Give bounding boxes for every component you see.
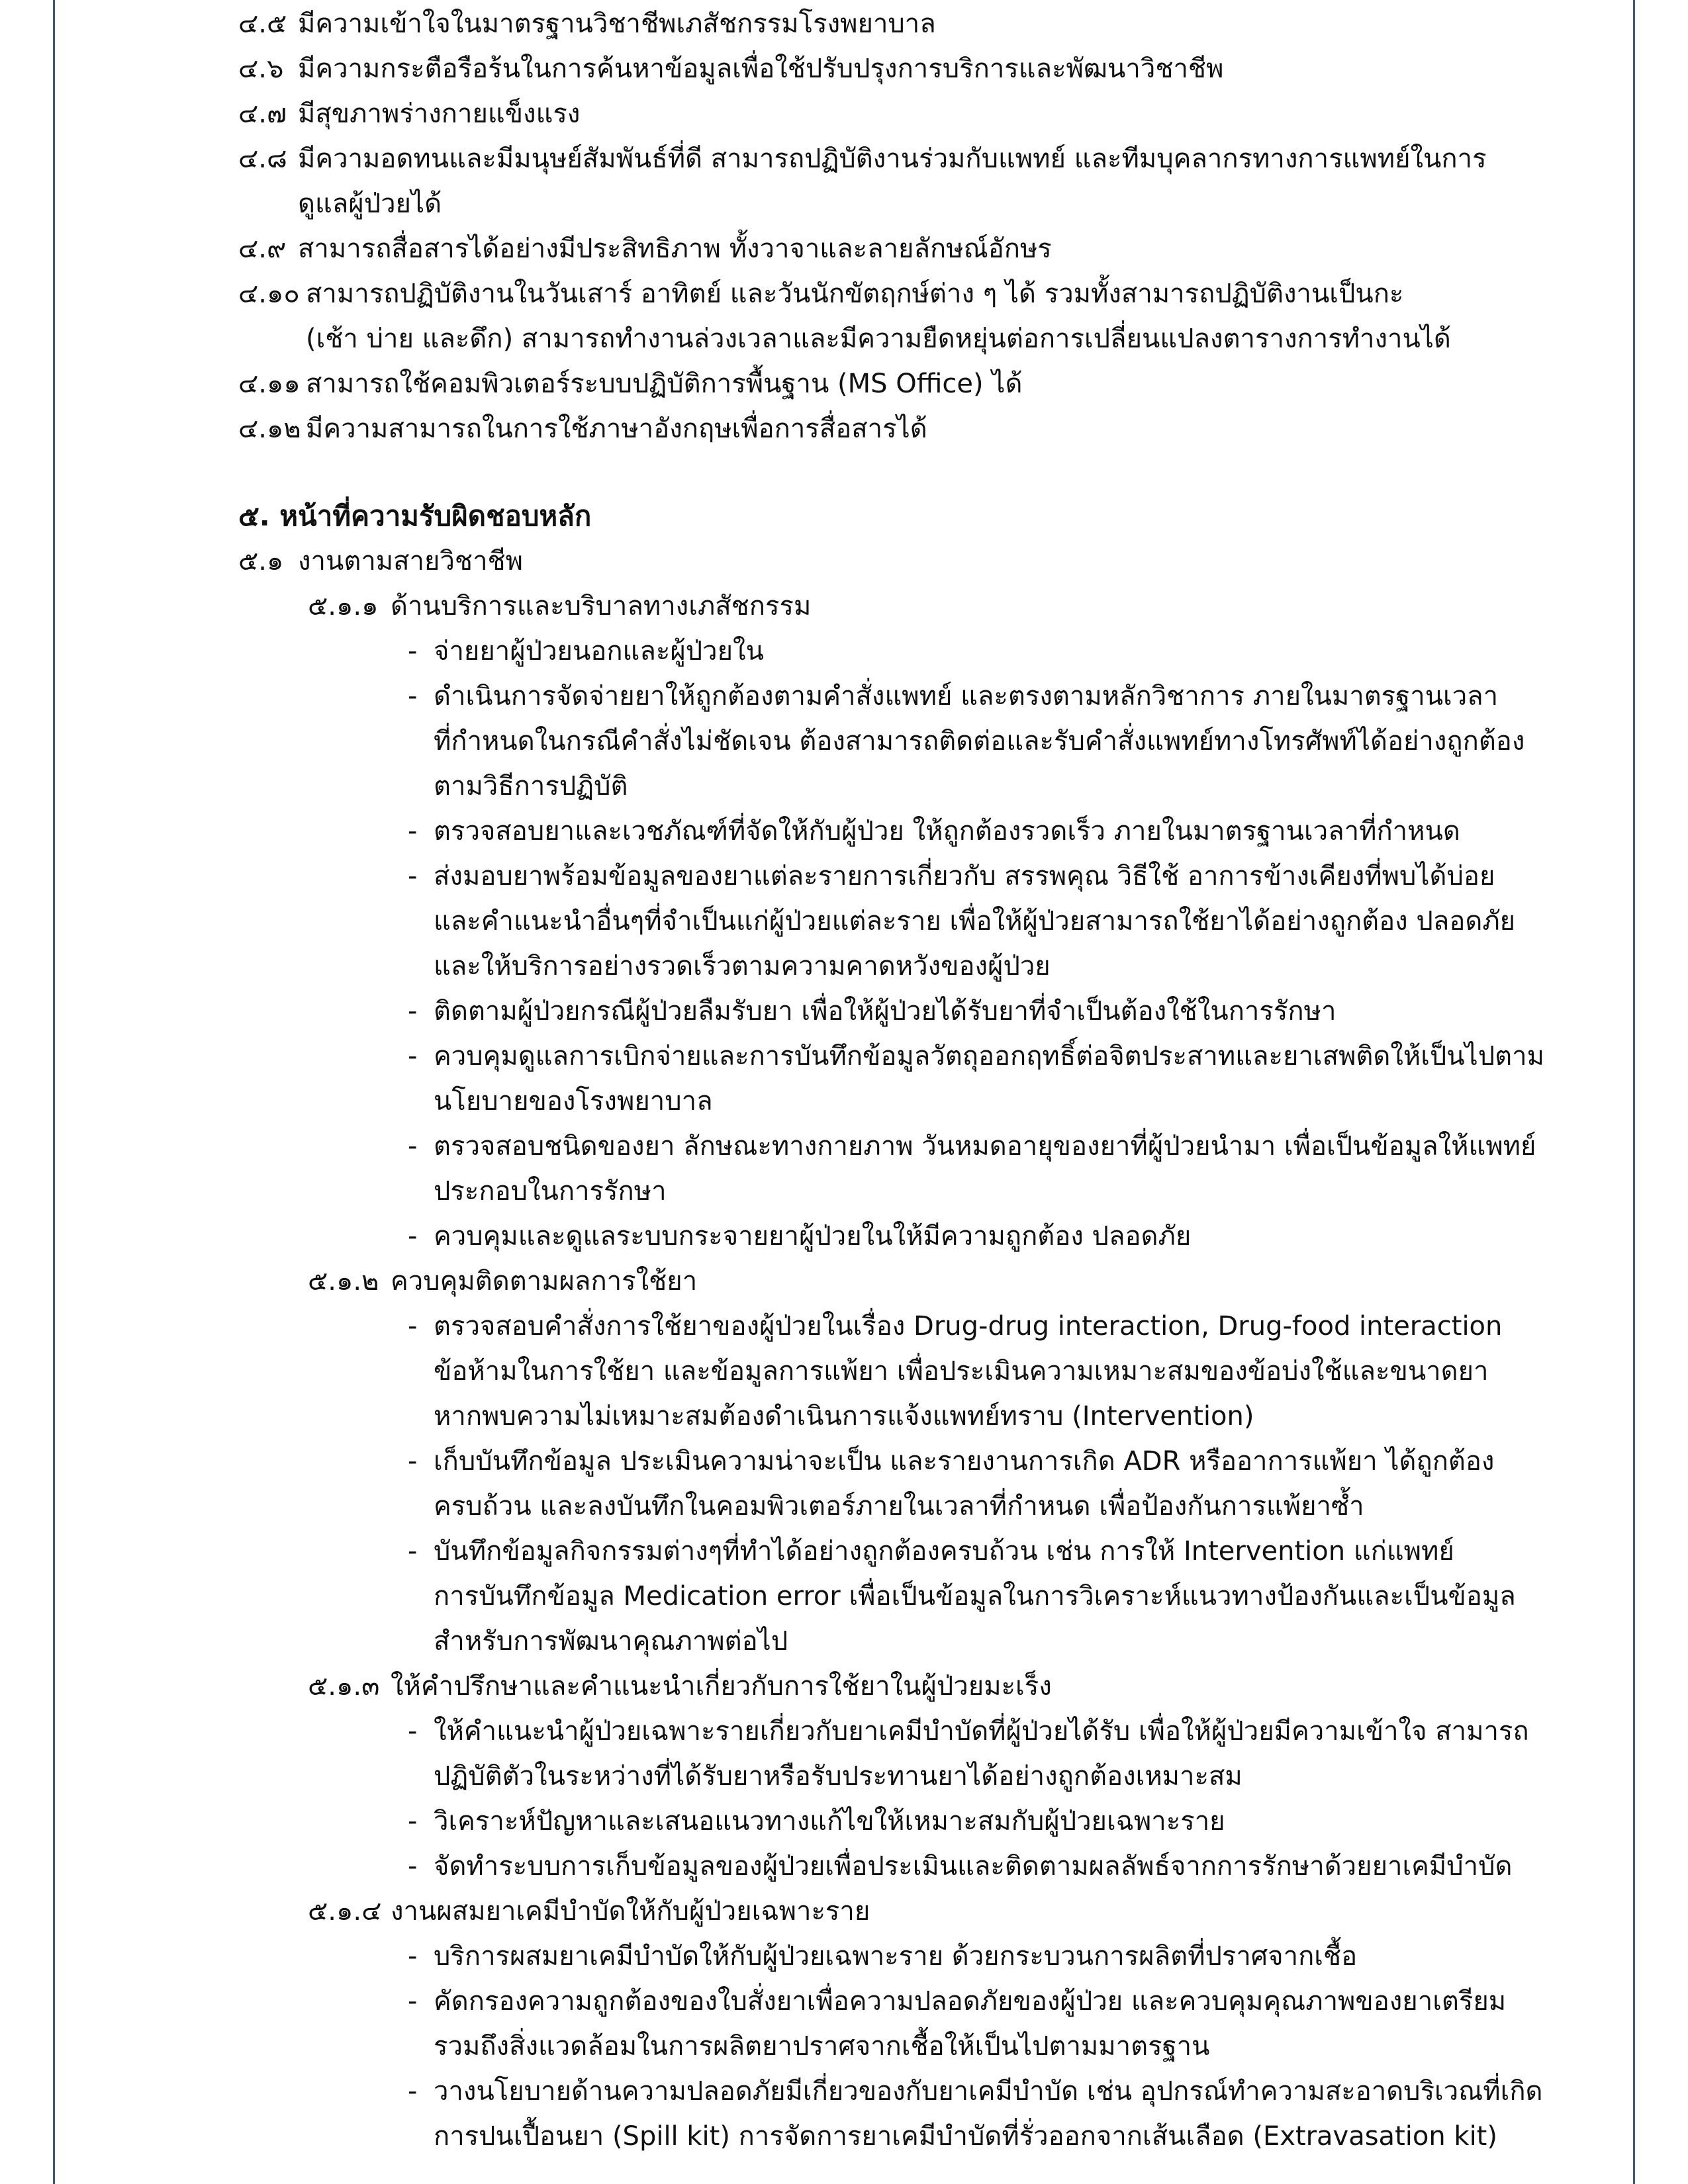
bullet-text: ให้คำแนะนำผู้ป่วยเฉพาะรายเกี่ยวกับยาเคมีบำบัดที่ผู้ป่วยได้รับ เพื่อให้ผู้ป่วยมีความเข้าใจ สามารถ [434, 1716, 1529, 1747]
subsection-heading [0, 1259, 1688, 1304]
item-text: มีสุขภาพร่างกายแข็งแรง [298, 99, 581, 129]
bullet-item [0, 1709, 1688, 1754]
bullet-text: บริการผสมยาเคมีบำบัดให้กับผู้ป่วยเฉพาะราย ด้วยกระบวนการผลิตที่ปราศจากเชื้อ [434, 1941, 1358, 1972]
list-item [0, 136, 1688, 181]
item-number: ๕.๑ [238, 546, 284, 576]
bullet-text: ข้อห้ามในการใช้ยา และข้อมูลการแพ้ยา เพื่อประเมินความเหมาะสมของข้อบ่งใช้และขนาดยา [434, 1356, 1489, 1387]
bullet-text: จ่ายยาผู้ป่วยนอกและผู้ป่วยใน [434, 636, 764, 666]
bullet-item [0, 1079, 1688, 1124]
list-item [0, 226, 1688, 271]
item-number: ๔.๑๑ [238, 369, 301, 399]
item-text: ควบคุมติดตามผลการใช้ยา [391, 1266, 698, 1297]
bullet-text: ตรวจสอบยาและเวชภัณฑ์ที่จัดให้กับผู้ป่วย ให้ถูกต้องรวดเร็ว ภายในมาตรฐานเวลาที่กำหนด [434, 816, 1460, 846]
list-item [0, 46, 1688, 91]
bullet-text: เก็บบันทึกข้อมูล ประเมินความน่าจะเป็น และรายงานการเกิด ADR หรืออาการแพ้ยา ได้ถูกต้อง [434, 1446, 1495, 1477]
bullet-mark: - [408, 1716, 418, 1747]
item-text: มีความอดทนและมีมนุษย์สัมพันธ์ที่ดี สามารถปฏิบัติงานร่วมกับแพทย์ และทีมบุคลากรทางการแพทย์ในการ [298, 144, 1487, 174]
list-item [0, 406, 1688, 451]
item-text: งานผสมยาเคมีบำบัดให้กับผู้ป่วยเฉพาะราย [391, 1896, 870, 1927]
bullet-item [0, 1799, 1688, 1844]
bullet-mark: - [408, 1311, 418, 1342]
item-number: ๕.๑.๒ [308, 1266, 379, 1297]
bullet-text: ติดตามผู้ป่วยกรณีผู้ป่วยลืมรับยา เพื่อให้ผู้ป่วยได้รับยาที่จำเป็นต้องใช้ในการรักษา [434, 996, 1336, 1026]
bullet-item [0, 1934, 1688, 1979]
bullet-mark: - [408, 681, 418, 711]
bullet-text: ตรวจสอบชนิดของยา ลักษณะทางกายภาพ วันหมดอายุของยาที่ผู้ป่วยนำมา เพื่อเป็นข้อมูลให้แพทย์ [434, 1131, 1536, 1161]
item-text: ดูแลผู้ป่วยได้ [298, 189, 442, 219]
bullet-item [0, 944, 1688, 989]
list-item [0, 181, 1688, 226]
bullet-text: บันทึกข้อมูลกิจกรรมต่างๆที่ทำได้อย่างถูกต้องครบถ้วน เช่น การให้ Intervention แก่แพทย์ [434, 1536, 1454, 1567]
subsection-heading [0, 1889, 1688, 1934]
list-item [0, 1, 1688, 46]
item-number: ๔.๙ [238, 234, 287, 264]
item-number: ๔.๖ [238, 54, 284, 84]
item-number: ๔.๗ [238, 99, 287, 129]
bullet-text: และให้บริการอย่างรวดเร็วตามความคาดหวังของผู้ป่วย [434, 951, 1051, 981]
bullet-text: หากพบความไม่เหมาะสมต้องดำเนินการแจ้งแพทย์ทราบ (Intervention) [434, 1401, 1254, 1432]
bullet-item [0, 899, 1688, 944]
bullet-item [0, 809, 1688, 854]
item-number: ๔.๑๐ [238, 279, 300, 309]
bullet-item [0, 764, 1688, 809]
bullet-item [0, 2069, 1688, 2114]
item-text: (เช้า บ่าย และดึก) สามารถทำงานล่วงเวลาและมีความยืดหยุ่นต่อการเปลี่ยนแปลงตารางการทำงานได้ [306, 324, 1451, 354]
bullet-mark: - [408, 1851, 418, 1882]
subsection-heading [0, 584, 1688, 629]
bullet-item [0, 1484, 1688, 1529]
bullet-item [0, 2024, 1688, 2069]
item-text: สามารถปฏิบัติงานในวันเสาร์ อาทิตย์ และวันนักขัตฤกษ์ต่าง ๆ ได้ รวมทั้งสามารถปฏิบัติงานเป็นกะ [306, 279, 1404, 309]
bullet-item [0, 629, 1688, 674]
bullet-text: วางนโยบายด้านความปลอดภัยมีเกี่ยวของกับยาเคมีบำบัด เช่น อุปกรณ์ทำความสะอาดบริเวณที่เกิด [434, 2076, 1543, 2107]
bullet-text: การบันทึกข้อมูล Medication error เพื่อเป็นข้อมูลในการวิเคราะห์แนวทางป้องกันและเป็นข้อมูล [434, 1581, 1516, 1612]
bullet-mark: - [408, 1446, 418, 1477]
bullet-text: ควบคุมและดูแลระบบกระจายยาผู้ป่วยในให้มีความถูกต้อง ปลอดภัย [434, 1221, 1192, 1251]
list-item [0, 361, 1688, 406]
bullet-item [0, 1844, 1688, 1889]
list-item [0, 91, 1688, 136]
bullet-item [0, 1169, 1688, 1214]
bullet-item [0, 989, 1688, 1034]
bullet-mark: - [408, 861, 418, 891]
bullet-mark: - [408, 1941, 418, 1972]
bullet-item [0, 854, 1688, 899]
item-number: ๔.๕ [238, 9, 287, 39]
bullet-item [0, 1619, 1688, 1664]
bullet-mark: - [408, 1806, 418, 1837]
bullet-item [0, 719, 1688, 764]
item-text: มีความเข้าใจในมาตรฐานวิชาชีพเภสัชกรรมโรงพยาบาล [298, 9, 936, 39]
bullet-text: ประกอบในการรักษา [434, 1176, 667, 1206]
bullet-text: ครบถ้วน และลงบันทึกในคอมพิวเตอร์ภายในเวลาที่กำหนด เพื่อป้องกันการแพ้ยาซ้ำ [434, 1491, 1364, 1522]
bullet-mark: - [408, 1131, 418, 1161]
bullet-item [0, 1349, 1688, 1394]
bullet-mark: - [408, 1536, 418, 1567]
bullet-mark: - [408, 1986, 418, 2017]
bullet-text: ควบคุมดูแลการเบิกจ่ายและการบันทึกข้อมูลวัตถุออกฤทธิ์ต่อจิตประสาทและยาเสพติดให้เป็นไปตาม [434, 1041, 1544, 1071]
bullet-mark: - [408, 996, 418, 1026]
bullet-item [0, 2114, 1688, 2159]
bullet-text: ปฏิบัติตัวในระหว่างที่ได้รับยาหรือรับประทานยาได้อย่างถูกต้องเหมาะสม [434, 1761, 1243, 1792]
bullet-mark: - [408, 1221, 418, 1251]
item-text: ด้านบริการและบริบาลทางเภสัชกรรม [391, 591, 812, 621]
item-number: ๕.๑.๑ [308, 591, 379, 621]
bullet-item [0, 1529, 1688, 1574]
section-heading [0, 494, 1688, 539]
bullet-text: คัดกรองความถูกต้องของใบสั่งยาเพื่อความปลอดภัยของผู้ป่วย และควบคุมคุณภาพของยาเตรียม [434, 1986, 1507, 2017]
bullet-text: นโยบายของโรงพยาบาล [434, 1086, 713, 1116]
bullet-item [0, 1754, 1688, 1799]
subsection-heading [0, 539, 1688, 584]
bullet-text: สำหรับการพัฒนาคุณภาพต่อไป [434, 1626, 788, 1657]
bullet-item [0, 1439, 1688, 1484]
section-title: ๕. หน้าที่ความรับผิดชอบหลัก [238, 500, 592, 532]
bullet-text: รวมถึงสิ่งแวดล้อมในการผลิตยาปราศจากเชื้อให้เป็นไปตามมาตรฐาน [434, 2031, 1210, 2062]
item-text: สามารถใช้คอมพิวเตอร์ระบบปฏิบัติการพื้นฐาน (MS Office) ได้ [306, 369, 1023, 399]
bullet-item [0, 1214, 1688, 1259]
item-text: สามารถสื่อสารได้อย่างมีประสิทธิภาพ ทั้งวาจาและลายลักษณ์อักษร [298, 234, 1052, 264]
bullet-item [0, 1394, 1688, 1439]
item-text: ให้คำปรึกษาและคำแนะนำเกี่ยวกับการใช้ยาในผู้ป่วยมะเร็ง [391, 1671, 1052, 1702]
bullet-text: ตามวิธีการปฏิบัติ [434, 771, 628, 801]
item-number: ๔.๘ [238, 144, 287, 174]
item-text: มีความกระตือรือร้นในการค้นหาข้อมูลเพื่อใช้ปรับปรุงการบริการและพัฒนาวิชาชีพ [298, 54, 1224, 84]
bullet-item [0, 1304, 1688, 1349]
bullet-text: ส่งมอบยาพร้อมข้อมูลของยาแต่ละรายการเกี่ยวกับ สรรพคุณ วิธีใช้ อาการข้างเคียงที่พบได้บ่อย [434, 861, 1495, 891]
item-text: งานตามสายวิชาชีพ [298, 546, 524, 576]
bullet-text: ที่กำหนดในกรณีคำสั่งไม่ชัดเจน ต้องสามารถติดต่อและรับคำสั่งแพทย์ทางโทรศัพท์ได้อย่างถูกต้อง [434, 726, 1525, 756]
bullet-mark: - [408, 1041, 418, 1071]
subsection-heading [0, 1664, 1688, 1709]
item-number: ๕.๑.๔ [308, 1896, 382, 1927]
item-text: มีความสามารถในการใช้ภาษาอังกฤษเพื่อการสื่อสารได้ [306, 414, 927, 444]
bullet-mark: - [408, 816, 418, 846]
bullet-text: ดำเนินการจัดจ่ายยาให้ถูกต้องตามคำสั่งแพทย์ และตรงตามหลักวิชาการ ภายในมาตรฐานเวลา [434, 681, 1499, 711]
bullet-text: จัดทำระบบการเก็บข้อมูลของผู้ป่วยเพื่อประเมินและติดตามผลลัพธ์จากการรักษาด้วยยาเคมีบำบัด [434, 1851, 1513, 1882]
bullet-item [0, 1034, 1688, 1079]
bullet-mark: - [408, 2076, 418, 2107]
bullet-text: การปนเปื้อนยา (Spill kit) การจัดการยาเคมีบำบัดที่รั่วออกจากเส้นเลือด (Extravasation kit) [434, 2121, 1497, 2152]
bullet-item [0, 1124, 1688, 1169]
item-number: ๕.๑.๓ [308, 1671, 380, 1702]
bullet-item [0, 674, 1688, 719]
bullet-text: และคำแนะนำอื่นๆที่จำเป็นแก่ผู้ป่วยแต่ละราย เพื่อให้ผู้ป่วยสามารถใช้ยาได้อย่างถูกต้อง ปลอดภัย [434, 906, 1516, 936]
bullet-text: วิเคราะห์ปัญหาและเสนอแนวทางแก้ไขให้เหมาะสมกับผู้ป่วยเฉพาะราย [434, 1806, 1225, 1837]
bullet-text: ตรวจสอบคำสั่งการใช้ยาของผู้ป่วยในเรื่อง Drug-drug interaction, Drug-food interaction [434, 1311, 1503, 1342]
item-number: ๔.๑๒ [238, 414, 301, 444]
bullet-mark: - [408, 636, 418, 666]
bullet-item [0, 1979, 1688, 2024]
bullet-item [0, 1574, 1688, 1619]
list-item [0, 271, 1688, 316]
list-item [0, 316, 1688, 361]
